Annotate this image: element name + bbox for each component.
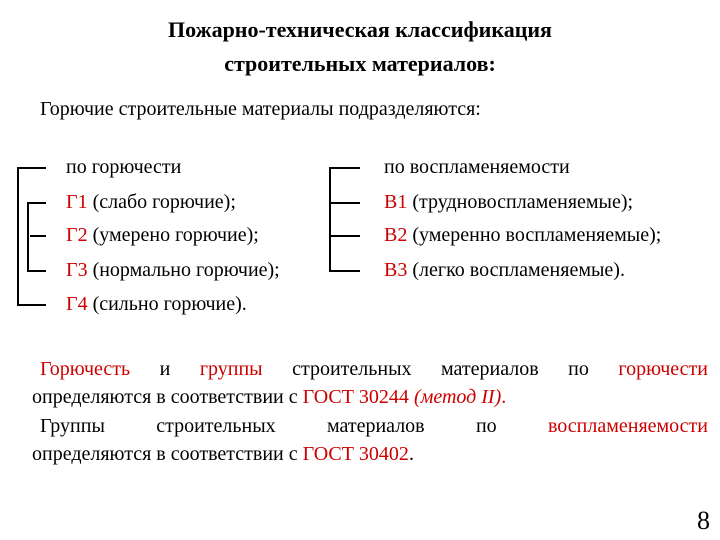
right-bracket — [330, 168, 360, 271]
group-b1: В1 (трудновоспламеняемые); — [384, 191, 634, 213]
group-g4: Г4 (сильно горючие). — [66, 293, 247, 315]
intro-text: Горючие строительные материалы подразделяются: — [40, 98, 481, 120]
right-column-header: по воспламеняемости — [384, 156, 570, 178]
group-b3: В3 (легко воспламеняемые). — [384, 259, 625, 281]
slide-title-line1: Пожарно-техническая классификация — [168, 17, 552, 42]
page-number: 8 — [697, 506, 710, 535]
group-g3: Г3 (нормально горючие); — [66, 259, 280, 281]
group-g2: Г2 (умерено горючие); — [66, 224, 259, 246]
group-b2: В2 (умеренно воспламеняемые); — [384, 224, 662, 246]
group-g1: Г1 (слабо горючие); — [66, 191, 236, 213]
gost-30402-reference: ГОСТ 30402 — [302, 443, 409, 465]
paragraph-combustibility: Горючесть и группы строительных материалов по горючести определяются в соответствии с ГОСТ 30244 (метод II). — [32, 358, 708, 408]
left-column-header: по горючести — [66, 156, 182, 178]
gost-30244-reference: ГОСТ 30244 — [302, 386, 409, 408]
slide-title-line2: строительных материалов: — [224, 51, 496, 76]
paragraph-flammability: Группы строительных материалов по воспламеняемости определяются в соответствии с ГОСТ 30402. — [32, 415, 708, 465]
